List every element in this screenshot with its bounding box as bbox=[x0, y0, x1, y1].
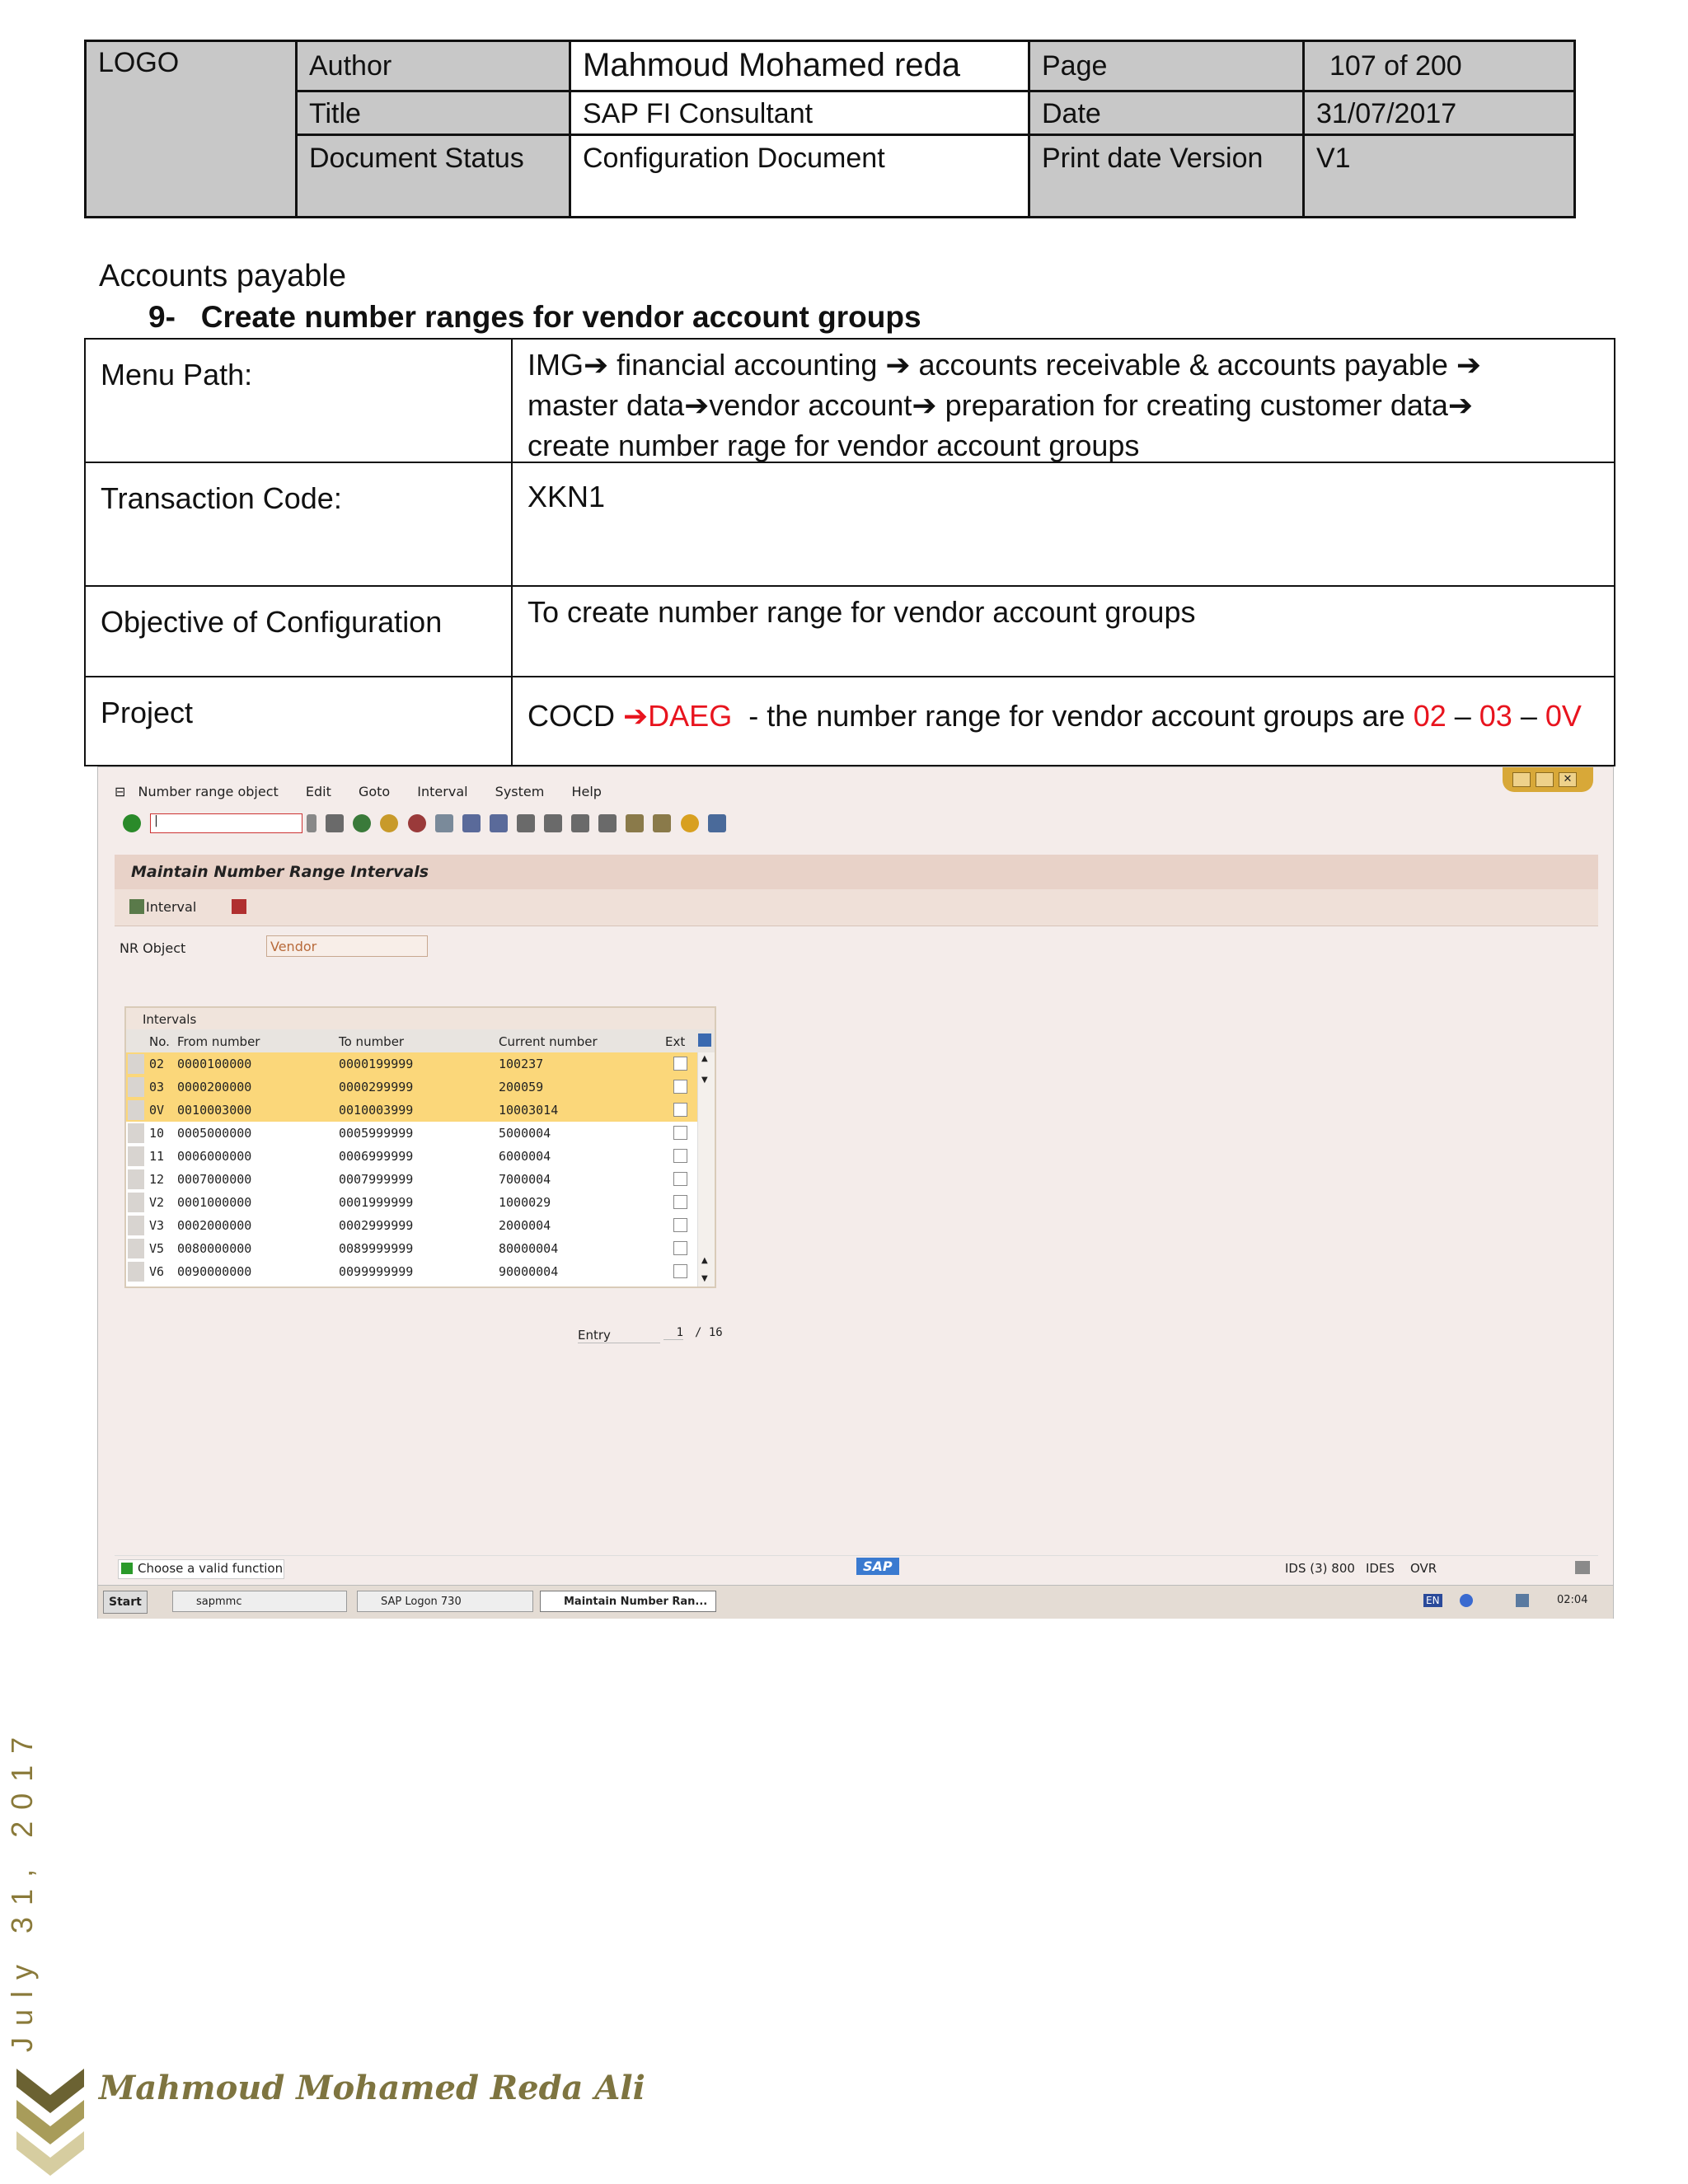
row-current-number[interactable]: 100237 bbox=[499, 1057, 544, 1071]
menu-path-value: IMG➔ financial accounting ➔ accounts receivable & accounts payable ➔ master data➔vendor account➔ preparation for creating customer data➔ create number rage for vendor account groups bbox=[528, 348, 1482, 462]
row-selector[interactable] bbox=[128, 1123, 144, 1143]
language-indicator[interactable]: EN bbox=[1423, 1594, 1442, 1607]
objective-label: Objective of Configuration bbox=[101, 605, 443, 639]
system-info[interactable]: IDS (3) 800 bbox=[1285, 1561, 1355, 1576]
print-version-label: Print date Version bbox=[1042, 143, 1264, 174]
row-to-number[interactable]: 0005999999 bbox=[339, 1126, 414, 1141]
table-row[interactable] bbox=[126, 1237, 715, 1260]
save-icon[interactable] bbox=[326, 814, 344, 832]
row-no[interactable]: 03 bbox=[149, 1080, 165, 1094]
row-selector[interactable] bbox=[128, 1239, 144, 1258]
document-header-table bbox=[84, 40, 1576, 218]
title-value: SAP FI Consultant bbox=[583, 98, 814, 129]
maximize-icon[interactable] bbox=[1536, 772, 1554, 787]
logo-placeholder: LOGO bbox=[98, 47, 180, 78]
input-mode[interactable]: OVR bbox=[1410, 1561, 1437, 1576]
next-page-icon[interactable] bbox=[571, 814, 589, 832]
new-session-icon[interactable] bbox=[626, 814, 644, 832]
interval-button[interactable]: Interval bbox=[146, 899, 197, 915]
ext-checkbox[interactable] bbox=[673, 1264, 687, 1278]
ext-checkbox[interactable] bbox=[673, 1103, 687, 1117]
configuration-info-table bbox=[84, 338, 1615, 766]
table-row[interactable] bbox=[126, 1168, 715, 1191]
menu-interval[interactable]: Interval bbox=[417, 784, 468, 799]
row-selector[interactable] bbox=[128, 1169, 144, 1189]
row-selector[interactable] bbox=[128, 1146, 144, 1166]
intervals-header-row bbox=[126, 1029, 715, 1052]
project-value: COCD ➔DAEG - the number range for vendor account groups are 02 – 03 – 0V bbox=[528, 699, 1582, 733]
author-value: Mahmoud Mohamed reda bbox=[583, 47, 961, 83]
help-tray-icon[interactable] bbox=[1460, 1594, 1473, 1607]
row-no[interactable]: 0V bbox=[149, 1103, 165, 1118]
menu-system[interactable]: System bbox=[495, 784, 545, 799]
row-to-number[interactable]: 0007999999 bbox=[339, 1172, 414, 1187]
col-no: No. bbox=[149, 1034, 170, 1049]
row-from-number[interactable]: 0006000000 bbox=[177, 1149, 252, 1164]
status-label: Document Status bbox=[309, 143, 524, 174]
row-to-number[interactable]: 0089999999 bbox=[339, 1241, 414, 1256]
menu-help[interactable]: Help bbox=[571, 784, 602, 799]
row-to-number[interactable]: 0001999999 bbox=[339, 1195, 414, 1210]
menu-edit[interactable]: Edit bbox=[305, 784, 331, 799]
author-label: Author bbox=[309, 50, 392, 82]
row-to-number[interactable]: 0002999999 bbox=[339, 1218, 414, 1233]
table-row[interactable] bbox=[126, 1122, 715, 1145]
exit-icon[interactable] bbox=[380, 814, 398, 832]
scroll-down-page-icon[interactable]: ▼ bbox=[701, 1076, 708, 1085]
menu-goto[interactable]: Goto bbox=[358, 784, 391, 799]
scroll-up-icon[interactable]: ▲ bbox=[701, 1054, 708, 1063]
footer-vertical-date: July 31, 2017 bbox=[5, 1725, 39, 2052]
nr-object-label: NR Object bbox=[120, 940, 186, 956]
row-current-number[interactable]: 7000004 bbox=[499, 1172, 551, 1187]
table-row[interactable] bbox=[126, 1052, 715, 1076]
row-from-number[interactable]: 0000100000 bbox=[177, 1057, 252, 1071]
ext-checkbox[interactable] bbox=[673, 1241, 687, 1255]
date-label: Date bbox=[1042, 98, 1101, 129]
footer-author: Mahmoud Mohamed Reda Ali bbox=[99, 2069, 645, 2107]
row-current-number[interactable]: 90000004 bbox=[499, 1264, 559, 1279]
print-icon[interactable] bbox=[435, 814, 453, 832]
row-selector[interactable] bbox=[128, 1100, 144, 1120]
row-current-number[interactable]: 6000004 bbox=[499, 1149, 551, 1164]
taskbar-item-sapmmc[interactable]: sapmmc bbox=[172, 1591, 347, 1612]
table-row[interactable] bbox=[126, 1191, 715, 1214]
application-toolbar bbox=[115, 889, 1598, 926]
row-selector[interactable] bbox=[128, 1262, 144, 1282]
entry-total: / 16 bbox=[695, 1326, 723, 1339]
menu-icon: ⊟ bbox=[115, 784, 126, 799]
row-from-number[interactable]: 0090000000 bbox=[177, 1264, 252, 1279]
minimize-icon[interactable] bbox=[1512, 772, 1531, 787]
scroll-up-page-icon[interactable]: ▲ bbox=[701, 1256, 708, 1265]
status-value: Configuration Document bbox=[583, 143, 885, 174]
interval-icon[interactable] bbox=[129, 899, 144, 914]
row-current-number[interactable]: 1000029 bbox=[499, 1195, 551, 1210]
find-next-icon[interactable] bbox=[490, 814, 508, 832]
row-current-number[interactable]: 10003014 bbox=[499, 1103, 559, 1118]
row-current-number[interactable]: 2000004 bbox=[499, 1218, 551, 1233]
date-value: 31/07/2017 bbox=[1316, 98, 1457, 129]
window-controls bbox=[1503, 767, 1593, 792]
ext-checkbox[interactable] bbox=[673, 1195, 687, 1209]
row-to-number[interactable]: 0099999999 bbox=[339, 1264, 414, 1279]
row-from-number[interactable]: 0080000000 bbox=[177, 1241, 252, 1256]
row-current-number[interactable]: 200059 bbox=[499, 1080, 544, 1094]
ext-checkbox[interactable] bbox=[673, 1172, 687, 1186]
nr-object-field[interactable]: Vendor bbox=[266, 935, 428, 957]
windows-taskbar bbox=[98, 1585, 1613, 1619]
success-icon bbox=[121, 1563, 133, 1574]
taskbar-item-maintain-number-ranges[interactable]: Maintain Number Ran... bbox=[540, 1591, 716, 1612]
sap-logo: SAP bbox=[856, 1558, 899, 1575]
screen-title: Maintain Number Range Intervals bbox=[131, 863, 429, 881]
menu-path-label: Menu Path: bbox=[101, 358, 253, 391]
row-current-number[interactable]: 80000004 bbox=[499, 1241, 559, 1256]
ext-checkbox[interactable] bbox=[673, 1080, 687, 1094]
objective-value: To create number range for vendor account groups bbox=[528, 595, 1196, 629]
table-row[interactable] bbox=[126, 1099, 715, 1122]
row-no[interactable]: V2 bbox=[149, 1195, 165, 1210]
intervals-title: Intervals bbox=[143, 1012, 197, 1027]
section-subheading: 9- Create number ranges for vendor account groups bbox=[148, 300, 921, 334]
help-icon[interactable] bbox=[681, 814, 699, 832]
previous-page-icon[interactable] bbox=[544, 814, 562, 832]
back-icon[interactable] bbox=[353, 814, 371, 832]
row-selector[interactable] bbox=[128, 1216, 144, 1235]
last-page-icon[interactable] bbox=[598, 814, 617, 832]
menu-number-range-object[interactable]: Number range object bbox=[138, 784, 279, 799]
table-row[interactable] bbox=[126, 1145, 715, 1168]
version-value: V1 bbox=[1316, 143, 1351, 174]
title-label: Title bbox=[309, 98, 361, 129]
row-to-number[interactable]: 0006999999 bbox=[339, 1149, 414, 1164]
row-from-number[interactable]: 0001000000 bbox=[177, 1195, 252, 1210]
intervals-title-bar bbox=[126, 1008, 715, 1029]
table-scrollbar[interactable] bbox=[697, 1052, 715, 1286]
row-from-number[interactable]: 0000200000 bbox=[177, 1080, 252, 1094]
row-from-number[interactable]: 0007000000 bbox=[177, 1172, 252, 1187]
entry-value[interactable]: 1 bbox=[663, 1326, 683, 1340]
screen-title-bar bbox=[115, 855, 1598, 890]
table-row[interactable] bbox=[126, 1076, 715, 1099]
enter-check-icon[interactable] bbox=[123, 814, 141, 832]
page-value: 107 of 200 bbox=[1329, 50, 1462, 82]
row-to-number[interactable]: 0000299999 bbox=[339, 1080, 414, 1094]
row-current-number[interactable]: 5000004 bbox=[499, 1126, 551, 1141]
transaction-code-value: XKN1 bbox=[528, 480, 606, 513]
delete-interval-icon[interactable] bbox=[232, 899, 246, 914]
entry-label: Entry bbox=[578, 1328, 660, 1343]
lock-icon[interactable] bbox=[1575, 1561, 1590, 1574]
network-tray-icon[interactable] bbox=[1516, 1594, 1529, 1607]
col-current-number: Current number bbox=[499, 1034, 598, 1049]
footer-chevron-icon bbox=[16, 2069, 84, 2176]
column-settings-icon[interactable] bbox=[698, 1033, 711, 1047]
row-no[interactable]: V6 bbox=[149, 1264, 165, 1279]
command-field[interactable]: | bbox=[150, 813, 302, 833]
row-from-number[interactable]: 0002000000 bbox=[177, 1218, 252, 1233]
col-from-number: From number bbox=[177, 1034, 260, 1049]
row-no[interactable]: 02 bbox=[149, 1057, 165, 1071]
row-no[interactable]: 11 bbox=[149, 1149, 165, 1164]
command-dropdown-icon[interactable] bbox=[307, 814, 316, 832]
row-no[interactable]: V3 bbox=[149, 1218, 165, 1233]
server-name: IDES bbox=[1366, 1561, 1395, 1576]
status-message: Choose a valid function bbox=[138, 1561, 284, 1576]
cancel-icon[interactable] bbox=[408, 814, 426, 832]
status-bar bbox=[115, 1555, 1598, 1581]
col-ext: Ext bbox=[665, 1034, 686, 1049]
row-selector[interactable] bbox=[128, 1054, 144, 1074]
sap-menubar bbox=[115, 784, 625, 799]
section-heading: Accounts payable bbox=[99, 259, 346, 293]
row-from-number[interactable]: 0005000000 bbox=[177, 1126, 252, 1141]
row-no[interactable]: V5 bbox=[149, 1241, 165, 1256]
row-no[interactable]: 12 bbox=[149, 1172, 165, 1187]
intervals-table bbox=[124, 1006, 716, 1288]
start-button[interactable]: Start bbox=[103, 1591, 148, 1614]
ext-checkbox[interactable] bbox=[673, 1149, 687, 1163]
table-row[interactable] bbox=[126, 1260, 715, 1283]
row-from-number[interactable]: 0010003000 bbox=[177, 1103, 252, 1118]
clock: 02:04 bbox=[1557, 1594, 1588, 1606]
row-to-number[interactable]: 0010003999 bbox=[339, 1103, 414, 1118]
layout-menu-icon[interactable] bbox=[708, 814, 726, 832]
transaction-code-label: Transaction Code: bbox=[101, 481, 342, 515]
taskbar-item-sap-logon[interactable]: SAP Logon 730 bbox=[357, 1591, 533, 1612]
scroll-down-icon[interactable]: ▼ bbox=[701, 1274, 708, 1283]
ext-checkbox[interactable] bbox=[673, 1126, 687, 1140]
col-to-number: To number bbox=[339, 1034, 405, 1049]
row-selector[interactable] bbox=[128, 1077, 144, 1097]
row-no[interactable]: 10 bbox=[149, 1126, 165, 1141]
close-icon[interactable]: ✕ bbox=[1559, 772, 1577, 787]
shortcut-icon[interactable] bbox=[653, 814, 671, 832]
page-label: Page bbox=[1042, 50, 1108, 82]
row-selector[interactable] bbox=[128, 1193, 144, 1212]
sap-toolbar bbox=[123, 813, 731, 838]
ext-checkbox[interactable] bbox=[673, 1218, 687, 1232]
ext-checkbox[interactable] bbox=[673, 1057, 687, 1071]
find-icon[interactable] bbox=[462, 814, 481, 832]
first-page-icon[interactable] bbox=[517, 814, 535, 832]
sap-window bbox=[97, 766, 1614, 1619]
row-to-number[interactable]: 0000199999 bbox=[339, 1057, 414, 1071]
project-label: Project bbox=[101, 696, 194, 729]
table-row[interactable] bbox=[126, 1214, 715, 1237]
